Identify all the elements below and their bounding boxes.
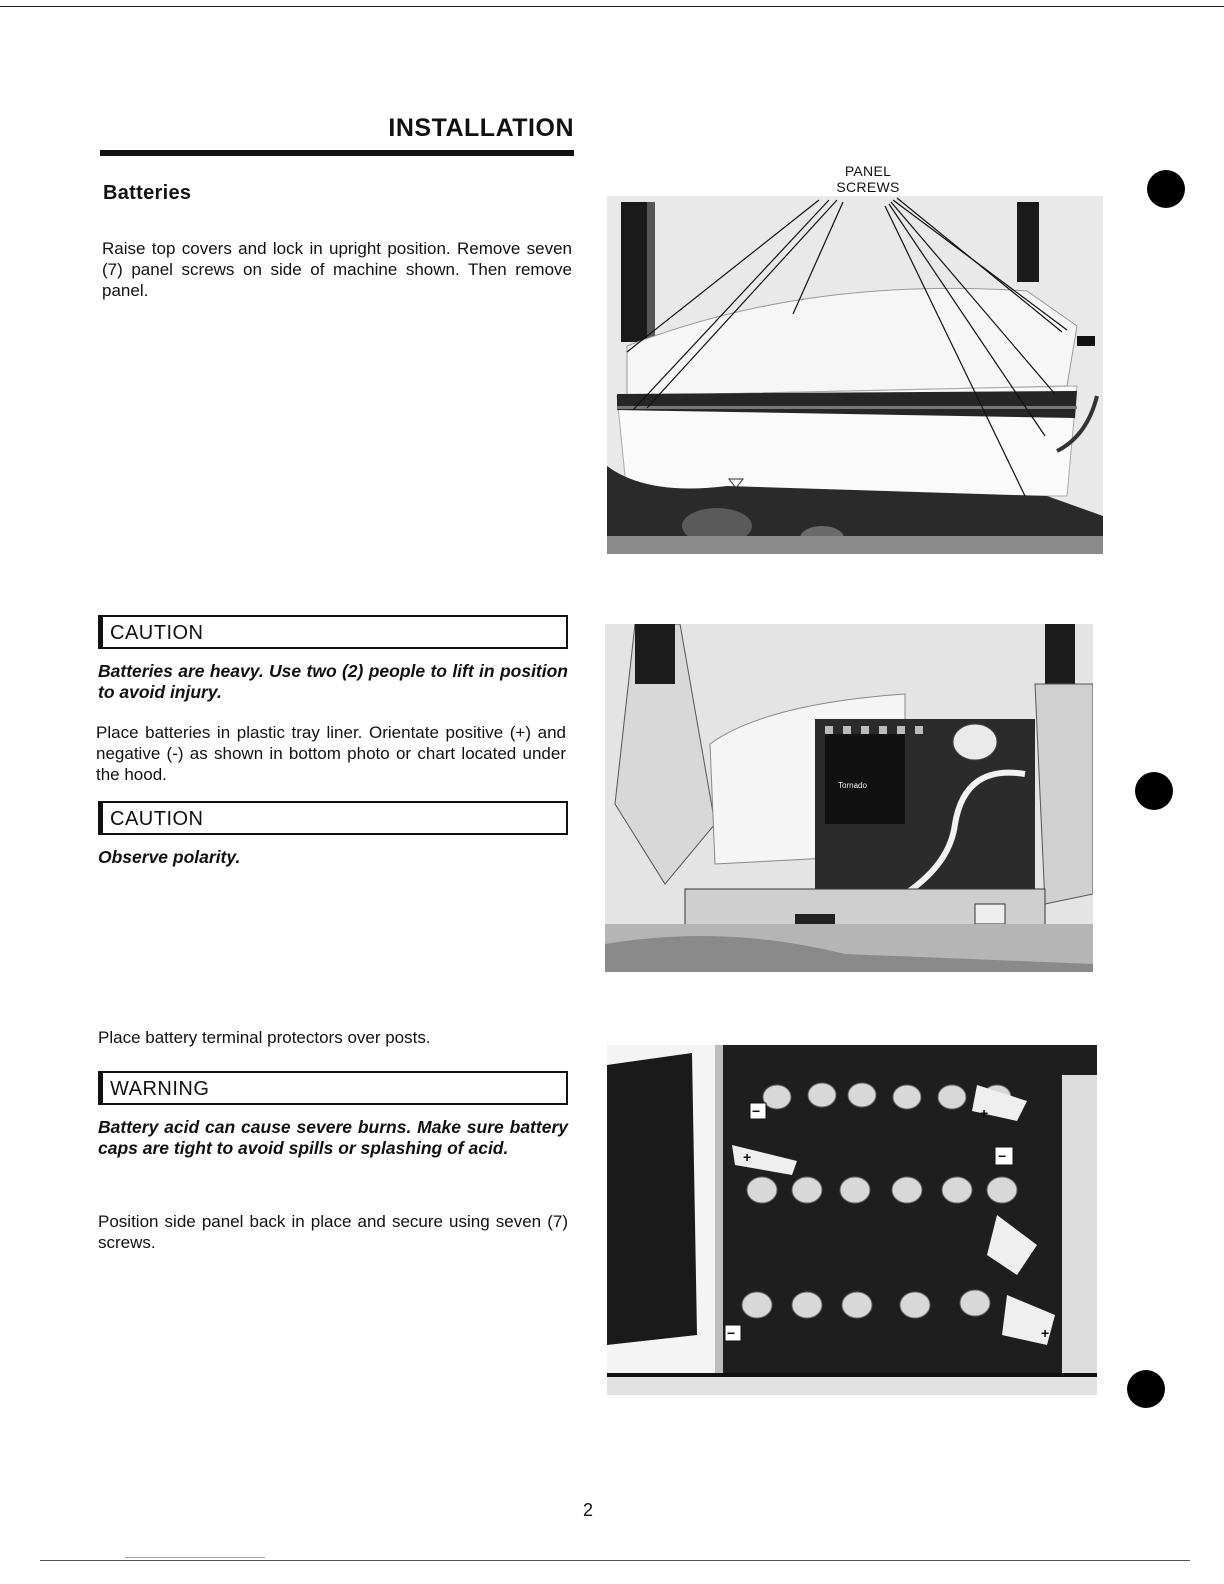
binder-hole-middle	[1135, 772, 1173, 810]
photo-panel-screws	[607, 196, 1103, 554]
bottom-rule-accent	[125, 1557, 265, 1558]
top-rule	[0, 6, 1224, 7]
warning-box	[98, 1071, 568, 1105]
polarity-plus-2: +	[743, 1149, 752, 1165]
page-number: 2	[583, 1500, 594, 1520]
protectors-paragraph: Place battery terminal protectors over posts.	[98, 1028, 431, 1047]
caution-text: Batteries are heavy. Use two (2) people to lift in position to avoid injury.	[98, 661, 568, 702]
reposition-paragraph: Position side panel back in place and secure using seven (7) screws.	[98, 1212, 568, 1252]
caution-box-polarity	[98, 801, 568, 835]
polarity-minus-2: −	[998, 1148, 1007, 1164]
photo-battery-compartment	[605, 624, 1093, 972]
section-heading: Batteries	[103, 182, 192, 204]
binder-hole-bottom	[1127, 1370, 1165, 1408]
caution-label: CAUTION	[110, 622, 204, 644]
intro-paragraph: Raise top covers and lock in upright position. Remove seven (7) panel screws on side of machine shown. Then remove panel.	[102, 239, 572, 300]
polarity-plus-1: +	[980, 1105, 989, 1121]
battery-brand-text: Tornado	[838, 781, 867, 790]
page-title: INSTALLATION	[388, 114, 574, 142]
polarity-minus-1: −	[752, 1103, 761, 1119]
warning-text: Battery acid can cause severe burns. Make sure battery caps are tight to avoid spills or splashing of acid.	[98, 1117, 568, 1158]
title-underline	[100, 150, 574, 156]
polarity-minus-3: −	[727, 1325, 736, 1341]
caution-label-polarity: CAUTION	[110, 808, 204, 830]
caution-box	[98, 615, 568, 649]
polarity-text: Observe polarity.	[98, 847, 241, 867]
binder-hole-top	[1147, 170, 1185, 208]
panel-screws-label: PANEL SCREWS	[836, 163, 900, 195]
warning-label: WARNING	[110, 1078, 210, 1100]
bottom-rule	[40, 1560, 1190, 1561]
polarity-plus-3: +	[1041, 1325, 1050, 1341]
photo-battery-polarity	[607, 1045, 1097, 1395]
place-batteries-paragraph: Place batteries in plastic tray liner. Orientate positive (+) and negative (-) as shown in bottom photo or chart located under the hood.	[96, 723, 566, 784]
